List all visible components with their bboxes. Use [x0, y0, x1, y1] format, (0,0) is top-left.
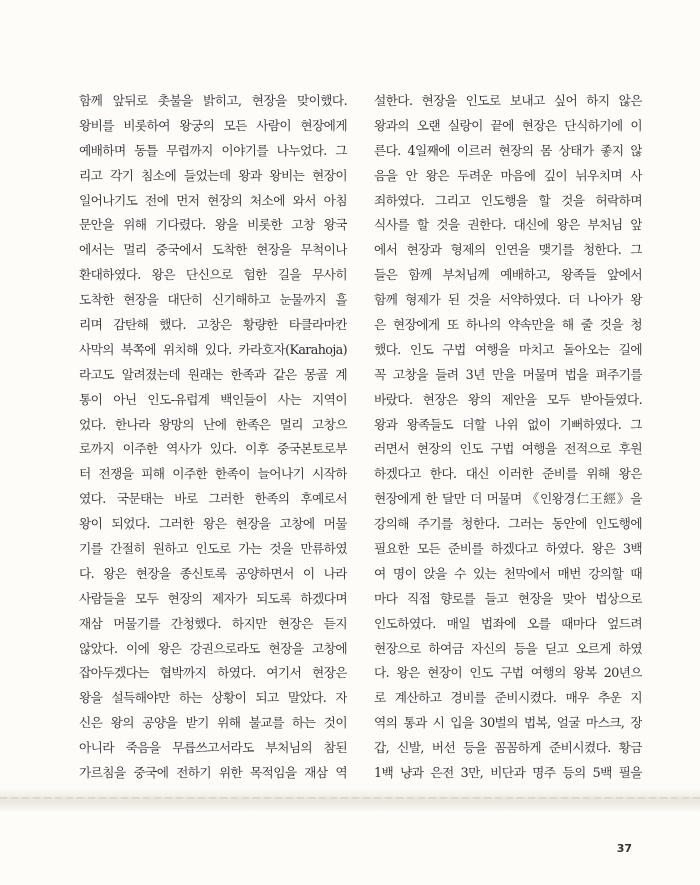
text-line: 통이 아닌 인도-유럽계 백인들이 사는 지역이	[79, 391, 347, 407]
text-line: 마다 직접 향로를 들고 현장을 맞아 법상으로	[374, 590, 642, 606]
text-line: 기를 간절히 원하고 인도로 가는 것을 만류하였	[79, 541, 347, 557]
text-line: 였다. 국문태는 바로 그러한 한족의 후예로서	[79, 491, 347, 507]
text-line: 죄하였다. 그리고 인도행을 할 것을 허락하며	[374, 192, 642, 208]
text-line: 예배하며 동틀 무렵까지 이야기를 나누었다. 그	[79, 142, 347, 158]
text-line: 사람들을 모두 현장의 제자가 되도록 하겠다며	[79, 590, 347, 606]
text-line: 식사를 할 것을 권한다. 대신에 왕은 부처님 앞	[374, 217, 642, 233]
text-line: 왕과 왕족들도 더할 나위 없이 기뻐하였다. 그	[374, 416, 642, 432]
text-line: 왕이 되었다. 그러한 왕은 현장을 고창에 머물	[79, 516, 347, 532]
text-line: 른다. 4일째에 이르러 현장의 몸 상태가 좋지 않	[374, 142, 642, 158]
text-line: 에서 현장과 형제의 인연을 맺기를 청한다. 그	[374, 242, 642, 258]
text-line: 다. 왕은 현장을 종신토록 공양하면서 이 나라	[79, 565, 347, 581]
text-line: 여 명이 앉을 수 있는 천막에서 매번 강의할 때	[374, 565, 642, 581]
text-line: 라고도 알려졌는데 원래는 한족과 같은 몽골 계	[79, 366, 347, 382]
text-line: 역의 통과 시 입을 30벌의 법복, 얼굴 마스크, 장	[374, 715, 642, 731]
text-line: 바랐다. 현장은 왕의 제안을 모두 받아들였다.	[374, 391, 642, 407]
text-line: 일어나기도 전에 먼저 현장의 처소에 와서 아침	[79, 192, 347, 208]
text-line: 문안을 위해 기다렸다. 왕을 비롯한 고창 왕국	[79, 217, 347, 233]
text-line: 강의해 주기를 청한다. 그러는 동안에 인도행에	[374, 516, 642, 532]
text-line: 로 계산하고 경비를 준비시켰다. 매우 추운 지	[374, 690, 642, 706]
text-line: 왕과의 오랜 실랑이 끝에 현장은 단식하기에 이	[374, 117, 642, 133]
text-line: 왕비를 비롯하여 왕궁의 모든 사람이 현장에게	[79, 117, 347, 133]
text-line: 터 전쟁을 피해 이주한 한족이 늘어나기 시작하	[79, 466, 347, 482]
left-text-column	[79, 89, 347, 786]
text-line: 현장에게 한 달만 더 머물며 《인왕경仁王經》을	[374, 491, 642, 507]
text-line: 사막의 북쪽에 위치해 있다. 카라호자(Karahoja)	[79, 341, 347, 357]
text-line: 꼭 고창을 들려 3년 만을 머물며 법을 펴주기를	[374, 366, 642, 382]
text-line: 재삼 머물기를 간청했다. 하지만 현장은 듣지	[79, 615, 347, 631]
text-line: 하겠다고 한다. 대신 이러한 준비를 위해 왕은	[374, 466, 642, 482]
text-line: 했다. 인도 구법 여행을 마치고 돌아오는 길에	[374, 341, 642, 357]
text-line: 인도하였다. 매일 법좌에 오를 때마다 엎드려	[374, 615, 642, 631]
text-line: 은 현장에게 또 하나의 약속만을 해 줄 것을 청	[374, 317, 642, 333]
text-line: 리며 감탄해 했다. 고창은 황량한 타클라마칸	[79, 317, 347, 333]
text-line: 현장으로 하여금 자신의 등을 딛고 오르게 하였	[374, 640, 642, 656]
footer-divider	[0, 797, 700, 799]
right-text-column	[374, 89, 642, 786]
text-line: 들은 함께 부처님께 예배하고, 왕족들 앞에서	[374, 267, 642, 283]
text-line: 1백 냥과 은전 3만, 비단과 명주 등의 5백 필을	[374, 765, 642, 781]
text-line: 다. 왕은 현장이 인도 구법 여행의 왕복 20년으	[374, 665, 642, 681]
text-line: 신은 왕의 공양을 받기 위해 불교를 하는 것이	[79, 715, 347, 731]
text-line: 필요한 모든 준비를 하겠다고 하였다. 왕은 3백	[374, 541, 642, 557]
text-line: 설한다. 현장을 인도로 보내고 싶어 하지 않은	[374, 93, 642, 108]
text-line: 로까지 이주한 역사가 있다. 이후 중국본토로부	[79, 441, 347, 457]
text-line: 리고 각기 침소에 들었는데 왕과 왕비는 현장이	[79, 167, 347, 183]
text-line: 함께 형제가 된 것을 서약하였다. 더 나아가 왕	[374, 292, 642, 308]
text-line: 왕을 설득해야만 하는 상황이 되고 말았다. 자	[79, 690, 347, 706]
text-line: 에서는 멀리 중국에서 도착한 현장을 무척이나	[79, 242, 347, 258]
text-line: 않았다. 이에 왕은 강권으로라도 현장을 고창에	[79, 640, 347, 656]
text-line: 함께 앞뒤로 촛불을 밝히고, 현장을 맞이했다.	[79, 93, 347, 108]
page-number: 37	[616, 842, 632, 855]
text-line: 러면서 현장의 인도 구법 여행을 전적으로 후원	[374, 441, 642, 457]
text-line: 갑, 신발, 버선 등을 꼼꼼하게 준비시켰다. 황금	[374, 740, 642, 756]
footer-decorative-band	[0, 788, 700, 812]
text-line: 도착한 현장을 대단히 신기해하고 눈물까지 흘	[79, 292, 347, 308]
text-line: 가르침을 중국에 전하기 위한 목적임을 재삼 역	[79, 765, 347, 781]
text-line: 환대하였다. 왕은 단신으로 험한 길을 무사히	[79, 267, 347, 283]
text-line: 잡아두겠다는 협박까지 하였다. 여기서 현장은	[79, 665, 347, 681]
text-line: 아니라 죽음을 무릅쓰고서라도 부처님의 참된	[79, 740, 347, 756]
text-line: 음을 안 왕은 두려운 마음에 깊이 뉘우치며 사	[374, 167, 642, 183]
text-line: 었다. 한나라 왕망의 난에 한족은 멀리 고창으	[79, 416, 347, 432]
